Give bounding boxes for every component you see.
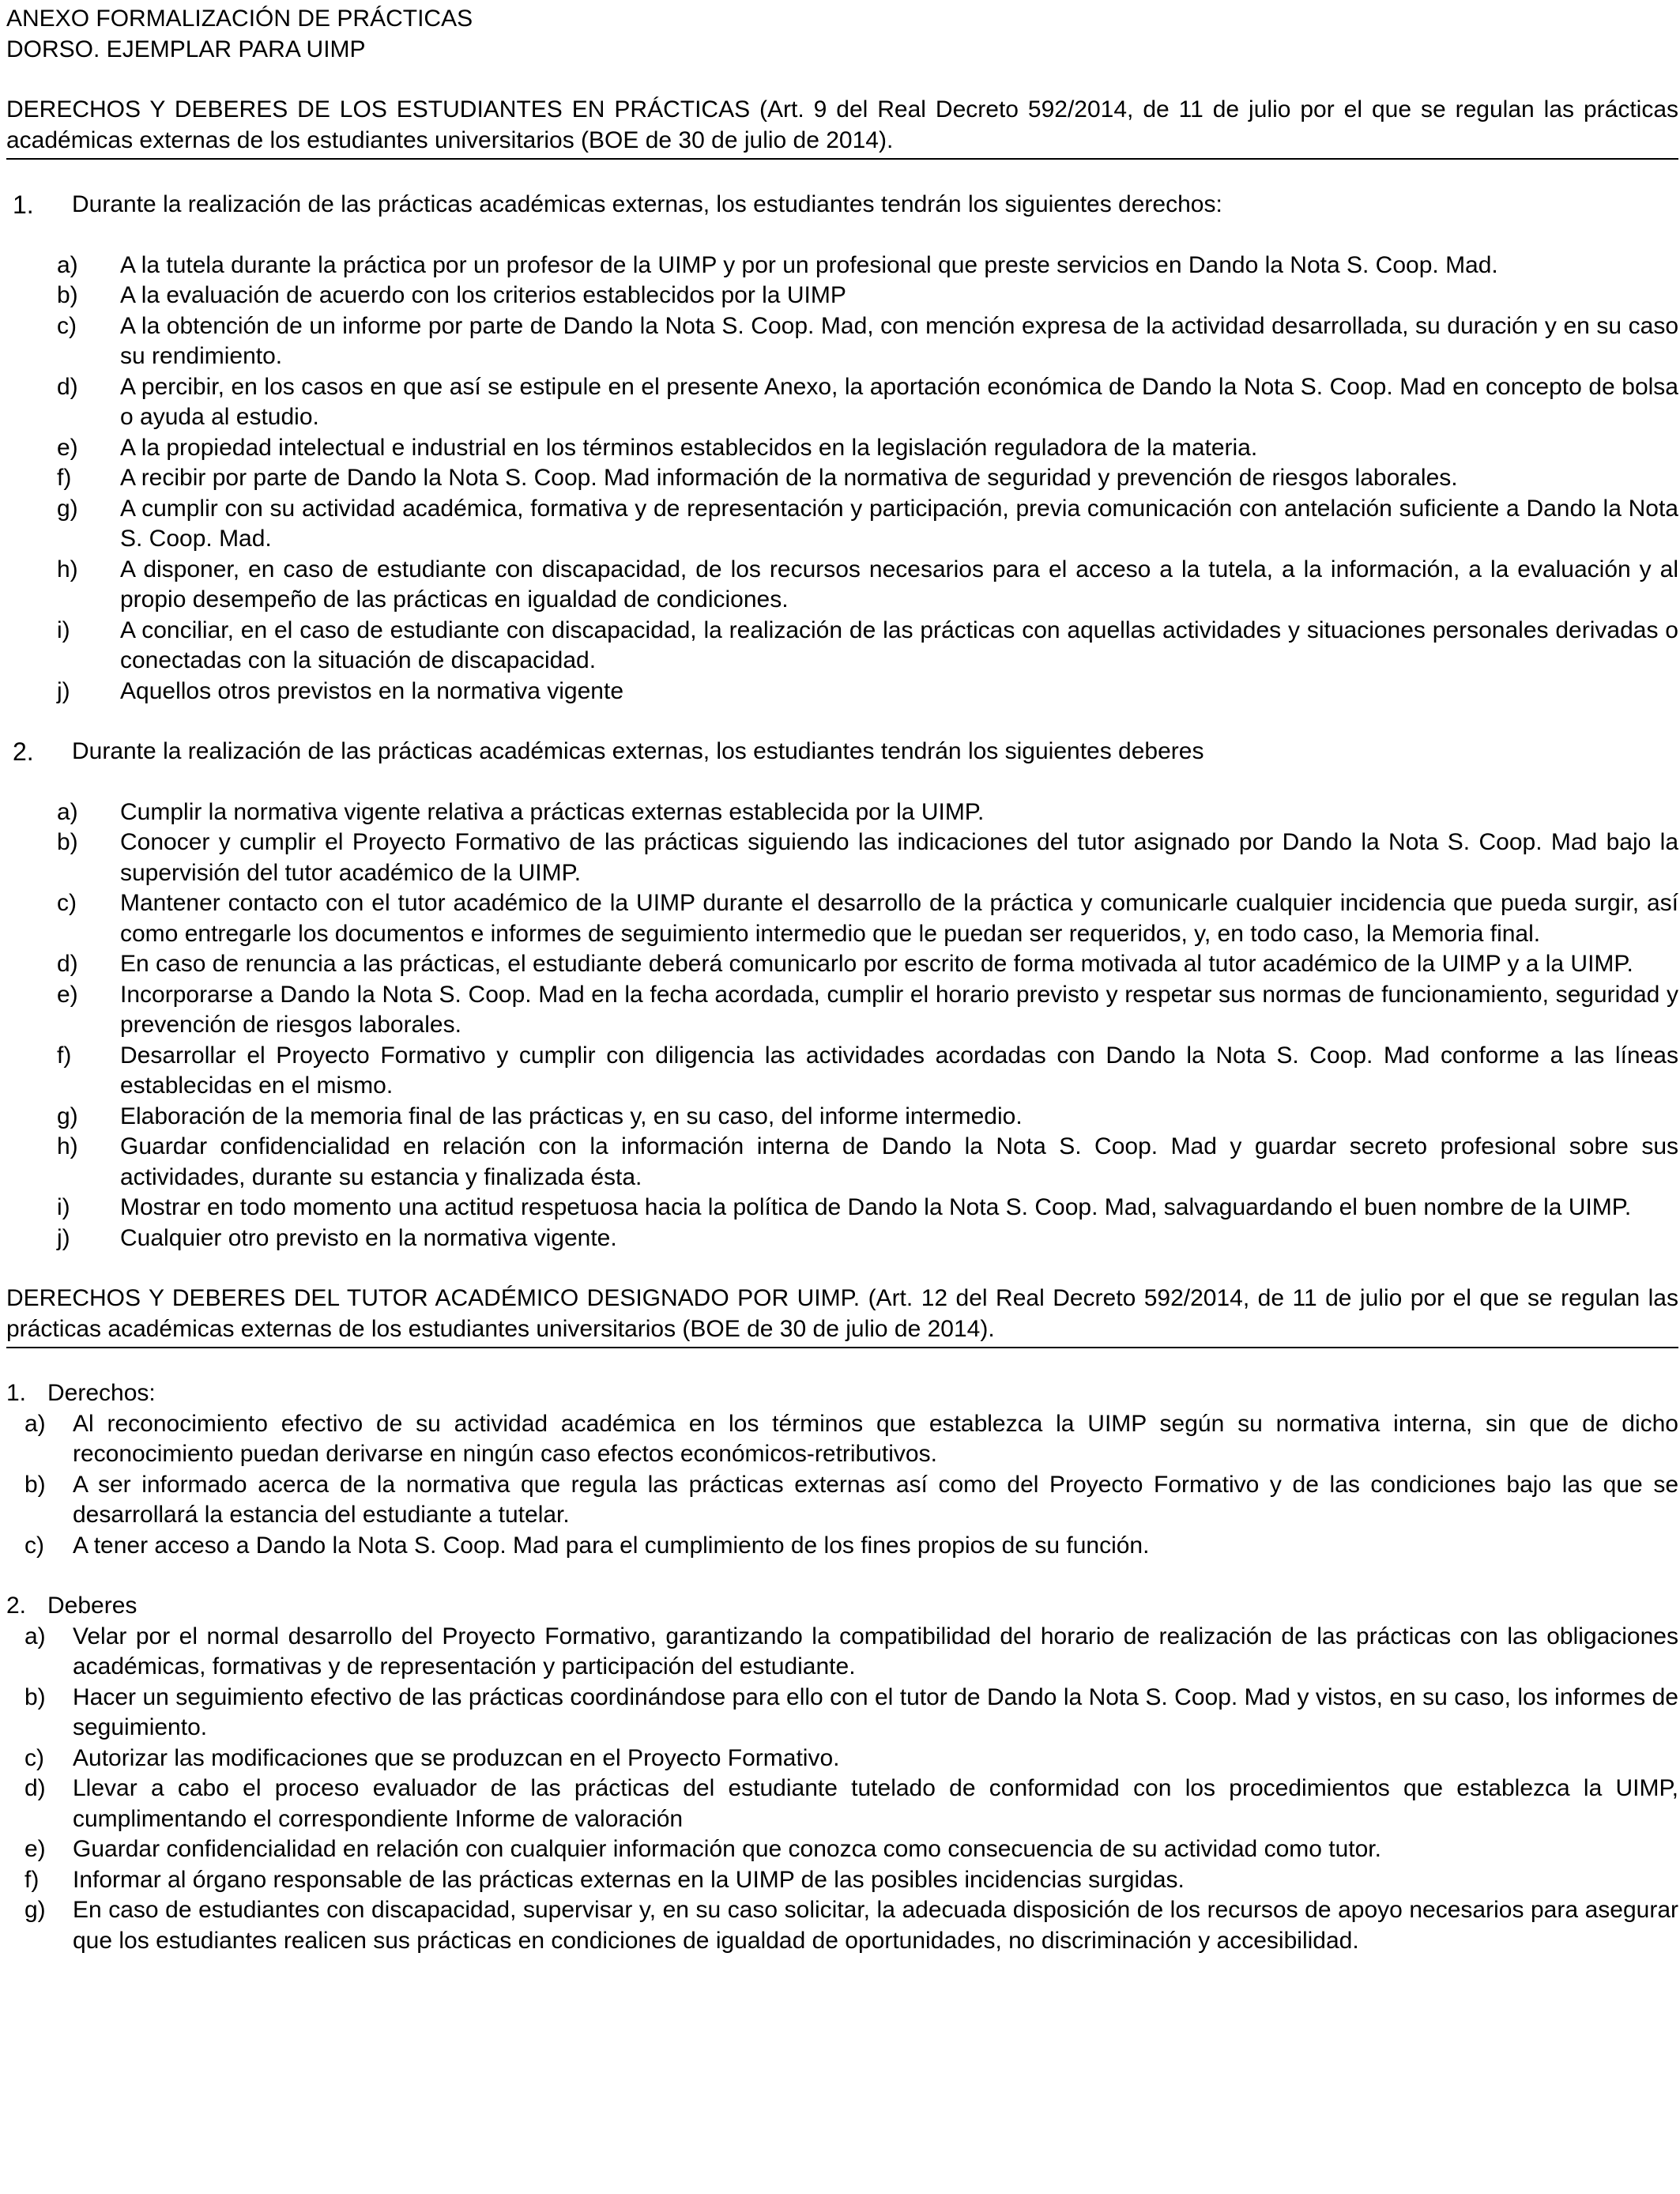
list-item: e) A la propiedad intelectual e industrial en los términos establecidos en la legislación reguladora de la materia. bbox=[57, 434, 1258, 461]
header-subtitle: DORSO. EJEMPLAR PARA UIMP bbox=[6, 36, 366, 62]
list-item: a) A la tutela durante la práctica por un profesor de la UIMP y por un profesional que preste servicios en Dando la Nota S. Coop. Mad. bbox=[57, 251, 1498, 278]
list-item: e) Guardar confidencialidad en relación con cualquier información que conozca como consecuencia de su actividad como tutor. bbox=[24, 1836, 1381, 1862]
list-item: g) Elaboración de la memoria final de las prácticas y, en su caso, del informe intermedio. bbox=[57, 1103, 1023, 1129]
list-item: h) Guardar confidencialidad en relación con la información interna de Dando la Nota S. Coop. Mad y guardar secreto profesional sobre sus actividades, durante su estancia y finalizada ésta. bbox=[57, 1133, 1678, 1190]
list-item: j) Aquellos otros previstos en la normativa vigente bbox=[57, 677, 624, 704]
list-item: f) A recibir por parte de Dando la Nota S. Coop. Mad información de la normativa de seguridad y prevención de riesgos laborales. bbox=[57, 465, 1458, 491]
list-item: c) Mantener contacto con el tutor académico de la UIMP durante el desarrollo de la práctica y comunicarle cualquier incidencia que pueda surgir, así como entregarle los documentos e informes de seguimiento intermedio que le puedan ser requeridos, y, en todo caso, la Memoria final. bbox=[57, 890, 1678, 947]
list-item: a) Al reconocimiento efectivo de su actividad académica en los términos que establezca la UIMP según su normativa interna, sin que de dicho reconocimiento puedan derivarse en ningún caso efectos económicos-retributivos. bbox=[24, 1410, 1678, 1467]
students-rights-heading bbox=[6, 190, 1678, 221]
list-item: g) A cumplir con su actividad académica, formativa y de representación y participación, previa comunicación con antelación suficiente a Dando la Nota S. Coop. Mad. bbox=[57, 495, 1678, 552]
list-item: h) A disponer, en caso de estudiante con discapacidad, de los recursos necesarios para el acceso a la tutela, a la información, a la evaluación y al propio desempeño de las prácticas en igualdad de condiciones. bbox=[57, 556, 1678, 613]
tutor-duties-heading bbox=[6, 1591, 1678, 1622]
section-intro: Durante la realización de las prácticas académicas externas, los estudiantes tendrán los siguientes derechos: bbox=[72, 191, 1222, 217]
section-divider bbox=[6, 158, 1678, 160]
students-rights-list bbox=[6, 251, 1678, 707]
section-number: 1. bbox=[13, 190, 34, 219]
list-item: c) Autorizar las modificaciones que se produzcan en el Proyecto Formativo. bbox=[24, 1744, 840, 1771]
list-item: f) Informar al órgano responsable de las prácticas externas en la UIMP de las posibles incidencias surgidas. bbox=[24, 1866, 1185, 1893]
section-divider bbox=[6, 1347, 1678, 1348]
document-header bbox=[6, 4, 1678, 65]
list-item: c) A la obtención de un informe por parte de Dando la Nota S. Coop. Mad, con mención expresa de la actividad desarrollada, su duración y en su caso su rendimiento. bbox=[57, 312, 1678, 369]
students-duties-heading bbox=[6, 737, 1678, 767]
section-number: 2. bbox=[13, 737, 34, 766]
list-item: f) Desarrollar el Proyecto Formativo y cumplir con diligencia las actividades acordadas con Dando la Nota S. Coop. Mad conforme a las líneas establecidas en el mismo. bbox=[57, 1042, 1678, 1099]
tutor-rights-list bbox=[6, 1409, 1678, 1562]
document-page bbox=[6, 0, 1678, 1956]
list-item: d) A percibir, en los casos en que así se estipule en el presente Anexo, la aportación económica de Dando la Nota S. Coop. Mad en concepto de bolsa o ayuda al estudio. bbox=[57, 373, 1678, 430]
list-item: d) En caso de renuncia a las prácticas, el estudiante deberá comunicarlo por escrito de forma motivada al tutor académico de la UIMP y a la UIMP. bbox=[57, 951, 1633, 977]
students-section-title: DERECHOS Y DEBERES DE LOS ESTUDIANTES EN PRÁCTICAS (Art. 9 del Real Decreto 592/2014, de 11 de julio por el que se regulan las prácticas académicas externas de los estudiantes universitarios (BOE de 30 de julio de 2014). bbox=[6, 96, 1678, 153]
list-item: a) Velar por el normal desarrollo del Proyecto Formativo, garantizando la compatibilidad del horario de realización de las prácticas con las obligaciones académicas, formativas y de representación y participación del estudiante. bbox=[24, 1623, 1678, 1679]
section-heading: Deberes bbox=[47, 1593, 137, 1619]
list-item: j) Cualquier otro previsto en la normativa vigente. bbox=[57, 1224, 617, 1251]
list-item: g) En caso de estudiantes con discapacidad, supervisar y, en su caso solicitar, la adecuada disposición de los recursos de apoyo necesarios para asegurar que los estudiantes realicen sus prácticas en condiciones de igualdad de oportunidades, no discriminación y accesibilidad. bbox=[24, 1897, 1678, 1954]
list-item: e) Incorporarse a Dando la Nota S. Coop. Mad en la fecha acordada, cumplir el horario previsto y respetar sus normas de funcionamiento, seguridad y prevención de riesgos laborales. bbox=[57, 981, 1678, 1038]
tutor-duties-list bbox=[6, 1622, 1678, 1957]
students-duties-list bbox=[6, 797, 1678, 1254]
header-title: ANEXO FORMALIZACIÓN DE PRÁCTICAS bbox=[6, 6, 473, 32]
section-intro: Durante la realización de las prácticas académicas externas, los estudiantes tendrán los siguientes deberes bbox=[72, 738, 1204, 764]
list-item: b) A ser informado acerca de la normativa que regula las prácticas externas así como del Proyecto Formativo y de las condiciones bajo las que se desarrollará la estancia del estudiante a tutelar. bbox=[24, 1471, 1678, 1528]
tutor-section-title: DERECHOS Y DEBERES DEL TUTOR ACADÉMICO DESIGNADO POR UIMP. (Art. 12 del Real Decreto 592/2014, de 11 de julio por el que se regulan las prácticas académicas externas de los estudiantes universitarios (BOE de 30 de julio de 2014). bbox=[6, 1285, 1678, 1342]
section-number: 1. bbox=[6, 1380, 27, 1406]
list-item: i) A conciliar, en el caso de estudiante con discapacidad, la realización de las prácticas con aquellas actividades y situaciones personales derivadas o conectadas con la situación de discapacidad. bbox=[57, 616, 1678, 673]
list-item: b) Conocer y cumplir el Proyecto Formativo de las prácticas siguiendo las indicaciones del tutor asignado por Dando la Nota S. Coop. Mad bajo la supervisión del tutor académico de la UIMP. bbox=[57, 829, 1678, 886]
tutor-rights-heading bbox=[6, 1378, 1678, 1409]
list-item: b) Hacer un seguimiento efectivo de las prácticas coordinándose para ello con el tutor de Dando la Nota S. Coop. Mad y vistos, en su caso, los informes de seguimiento. bbox=[24, 1683, 1678, 1740]
section-heading: Derechos: bbox=[47, 1380, 156, 1406]
list-item: a) Cumplir la normativa vigente relativa a prácticas externas establecida por la UIMP. bbox=[57, 798, 985, 825]
list-item: i) Mostrar en todo momento una actitud respetuosa hacia la política de Dando la Nota S. Coop. Mad, salvaguardando el buen nombre de la UIMP. bbox=[57, 1194, 1632, 1220]
list-item: b) A la evaluación de acuerdo con los criterios establecidos por la UIMP bbox=[57, 282, 846, 308]
list-item: d) Llevar a cabo el proceso evaluador de las prácticas del estudiante tutelado de conformidad con los procedimientos que establezca la UIMP, cumplimentando el correspondiente Informe de valoración bbox=[24, 1775, 1678, 1832]
section-number: 2. bbox=[6, 1593, 27, 1619]
list-item: c) A tener acceso a Dando la Nota S. Coop. Mad para el cumplimiento de los fines propios de su función. bbox=[24, 1532, 1150, 1559]
